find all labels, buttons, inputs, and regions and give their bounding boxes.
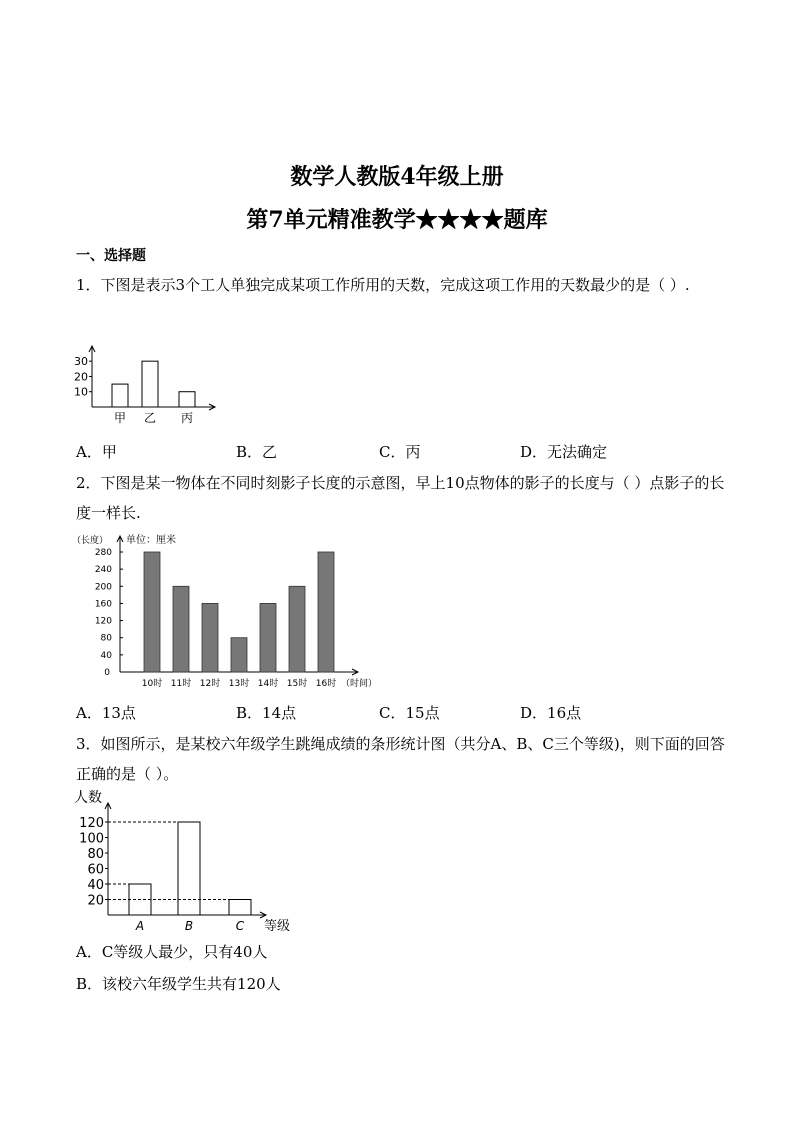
y-tick-label: 20: [74, 370, 88, 384]
x-tick-label: 丙: [180, 411, 194, 425]
bar: [179, 392, 195, 407]
x-tick-label: 11时: [170, 679, 192, 689]
question-1-text: 1．下图是表示3个工人单独完成某项工作所用的天数，完成这项工作用的天数最少的是（ ）.: [76, 276, 690, 294]
y-tick-label: 240: [94, 565, 112, 576]
y-tick-label: 200: [94, 582, 112, 593]
q1-option-d[interactable]: D．无法确定: [520, 443, 608, 461]
q1-option-a[interactable]: A．甲: [76, 443, 117, 461]
q3-option-b[interactable]: B．该校六年级学生共有120人: [76, 975, 281, 993]
bar: [318, 552, 334, 672]
y-tick-label: 10: [74, 385, 88, 399]
y-tick-label: 120: [79, 816, 104, 831]
bar: [202, 603, 218, 672]
x-axis-title: （时间）: [341, 679, 378, 689]
x-tick-label: 乙: [143, 411, 157, 425]
y-tick-label: 40: [100, 650, 112, 661]
bar: [173, 586, 189, 672]
q2-option-a[interactable]: A．13点: [76, 704, 136, 722]
chart-workers-days: [60, 340, 230, 430]
y-tick-label: 160: [94, 599, 112, 610]
question-3-text: 3．如图所示，是某校六年级学生跳绳成绩的条形统计图（共分A、B、C三个等级)，则下面的回答正确的是（ ）。: [76, 735, 725, 783]
q1-option-c[interactable]: C．丙: [379, 443, 421, 461]
y-axis-title: （长度）: [72, 536, 109, 546]
bar: [260, 603, 276, 672]
y-tick-label: 80: [100, 633, 112, 644]
q2-option-b[interactable]: B．14点: [236, 704, 297, 722]
chart-shadow-length: [70, 532, 390, 697]
q2-option-d[interactable]: D．16点: [520, 704, 582, 722]
unit-label: 单位：厘米: [126, 535, 176, 546]
question-2-text: 2．下图是某一物体在不同时刻影子长度的示意图，早上10点物体的影子的长度与（ ）点影子的长度一样长.: [76, 474, 725, 522]
y-tick-label: 20: [87, 893, 104, 909]
x-tick-label: 16时: [315, 679, 337, 689]
q3-option-a[interactable]: A．C等级人最少，只有40人: [76, 943, 268, 961]
bar: [178, 822, 200, 915]
chart-rope-skipping-grades: [70, 788, 310, 938]
x-axis-title: 等级: [264, 919, 291, 934]
q1-option-b[interactable]: B．乙: [236, 443, 278, 461]
page-subtitle: 第7单元精准教学★★★★题库: [246, 207, 548, 233]
y-tick-label: 40: [87, 878, 104, 893]
x-tick-label: A: [135, 919, 145, 933]
x-tick-label: B: [184, 919, 194, 933]
y-tick-label: 30: [74, 355, 88, 369]
y-tick-label: 0: [104, 668, 110, 678]
x-tick-label: 15时: [286, 679, 308, 689]
x-tick-label: 甲: [113, 411, 127, 425]
bar: [289, 586, 305, 672]
page-title: 数学人教版4年级上册: [290, 164, 504, 190]
bar: [144, 552, 160, 672]
bar: [231, 638, 247, 672]
x-tick-label: 10时: [141, 679, 163, 689]
x-tick-label: 14时: [257, 679, 279, 689]
y-tick-label: 100: [79, 831, 104, 847]
y-axis-title: 人数: [74, 790, 102, 806]
x-tick-label: C: [235, 919, 245, 933]
bar: [112, 384, 128, 407]
x-tick-label: 13时: [228, 679, 250, 689]
y-tick-label: 280: [94, 548, 112, 558]
y-tick-label: 80: [87, 847, 104, 862]
bar: [229, 900, 251, 916]
section-heading: 一、选择题: [76, 248, 146, 264]
x-tick-label: 12时: [199, 679, 221, 689]
q2-option-c[interactable]: C．15点: [379, 704, 440, 722]
y-tick-label: 120: [94, 616, 112, 627]
bar: [142, 361, 158, 407]
y-tick-label: 60: [87, 862, 104, 878]
